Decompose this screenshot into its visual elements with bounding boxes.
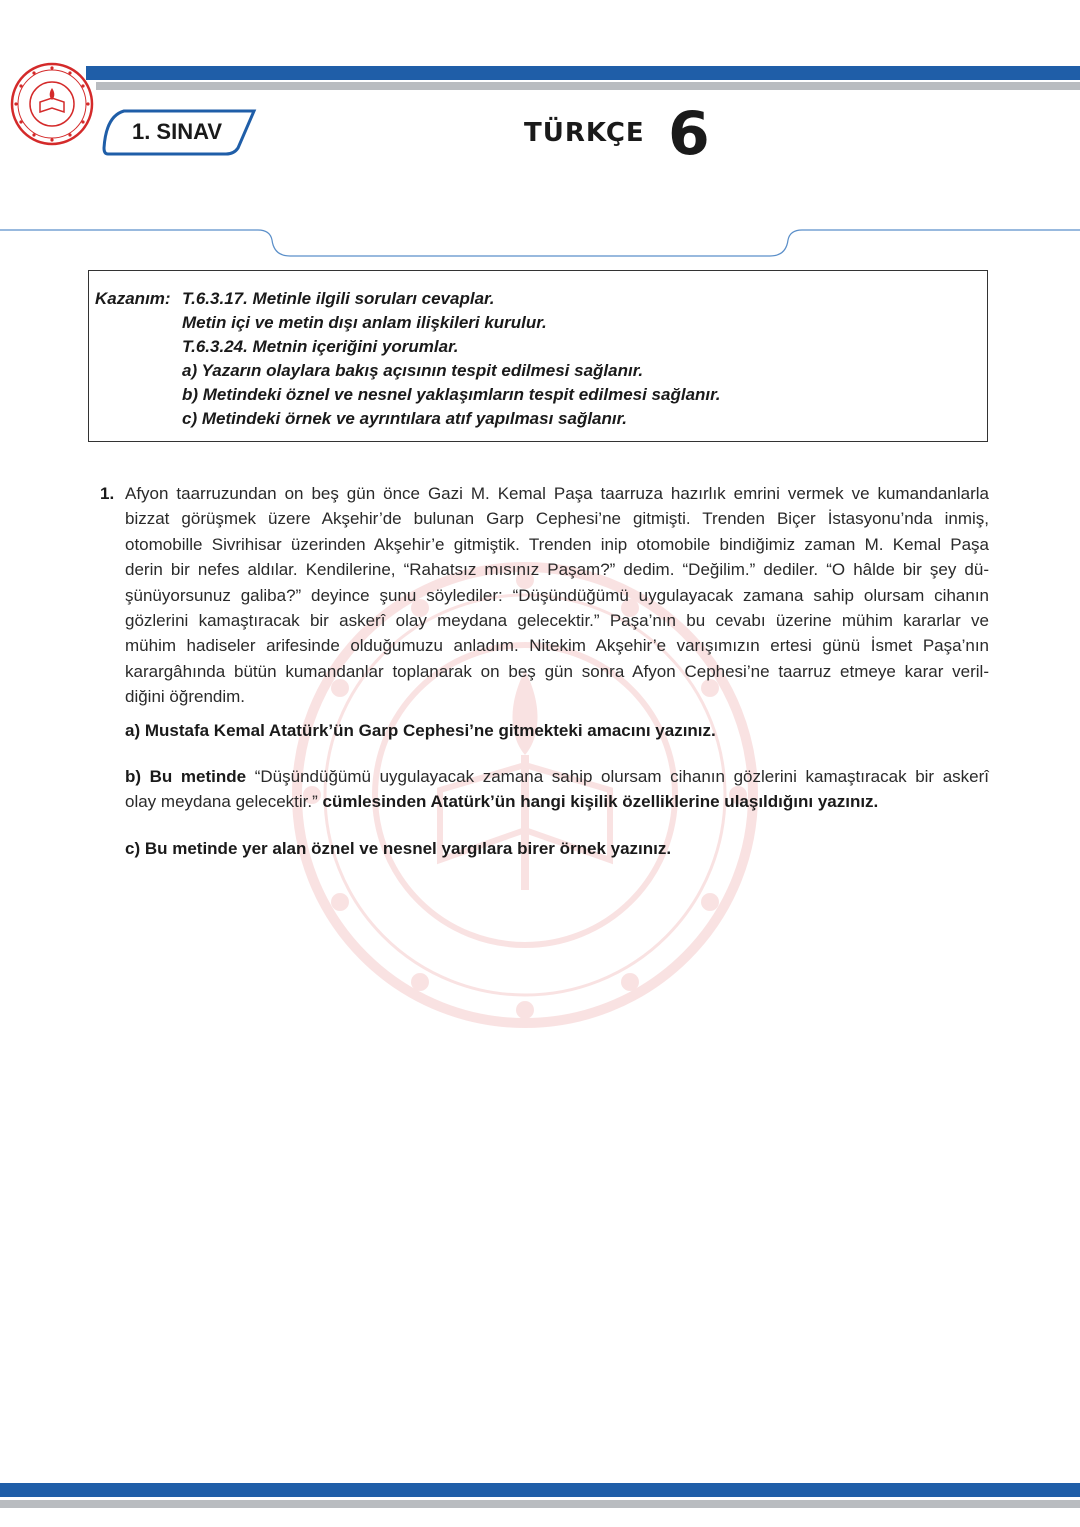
footer-accent-bar <box>0 1483 1080 1497</box>
header-grey-bar <box>96 82 1080 90</box>
header-accent-bar <box>86 66 1080 80</box>
question-number: 1. <box>100 484 115 503</box>
sub-question-b-quote-end: olay meydana gelecektir.” <box>125 792 323 812</box>
sub-question-b-prefix: b) Bu metinde <box>125 767 247 786</box>
question-passage <box>125 481 989 710</box>
passage-line: bizzat görüşmek üzere Akşehir’de bulunan Garp Cephesi’ne gitmişti. Trenden Biçer İstasyonu’nda inmiş, <box>125 509 989 529</box>
footer-grey-bar <box>0 1500 1080 1508</box>
sub-question-a <box>125 718 989 743</box>
passage-line: şünüyorsunuz galiba?” deyince şunu söylediler: “Düşündüğümü uygulayacak zamana sahip olursam cihanın <box>125 585 989 605</box>
subject-title: TÜRKÇE <box>524 118 645 148</box>
grade-number: 6 <box>668 99 710 169</box>
exam-label: 1. SINAV <box>131 119 223 144</box>
kazanim-line: T.6.3.17. Metinle ilgili soruları cevaplar. <box>182 289 495 308</box>
passage-line: diğini öğrendim. <box>125 687 246 707</box>
sub-question-b <box>125 764 989 815</box>
sub-question-c <box>125 836 989 861</box>
kazanim-label: Kazanım: <box>95 289 171 308</box>
sub-question-a-text: a) Mustafa Kemal Atatürk’ün Garp Cephesi’ne gitmekteki amacını yazınız. <box>125 721 716 740</box>
passage-line: derin bir nefes aldılar. Kendilerine, “Rahatsız mısınız Paşam?” dedim. “Değilim.” dediler. “O hâlde bir şey dü- <box>125 560 989 580</box>
passage-line: Afyon taarruzundan on beş gün önce Gazi M. Kemal Paşa taarruza hazırlık emrini vermek ve kumandanlarla <box>125 484 989 503</box>
header-divider <box>0 224 1080 264</box>
kazanim-line: b) Metindeki öznel ve nesnel yaklaşımların tespit edilmesi sağlanır. <box>182 385 721 404</box>
kazanim-line: c) Metindeki örnek ve ayrıntılara atıf yapılması sağlanır. <box>182 409 628 428</box>
sub-question-b-quote: “Düşündüğümü uygulayacak zamana sahip olursam cihanın gözlerini kamaştıracak bir askerî <box>246 767 989 786</box>
passage-line: gözlerini kamaştıracak bir askerî olay meydana gelecektir.” Paşa’nın bu cevabı üzerine mühim kararlar ve <box>125 611 989 631</box>
passage-line: mühim hadiseler arifesinde olduğumuzu anladım. Nitekim Akşehir’e varışımızın ertesi günü İsmet Paşa’nın <box>125 636 989 656</box>
ministry-seal-icon <box>10 62 94 146</box>
learning-outcomes-box <box>88 270 988 442</box>
sub-question-c-text: c) Bu metinde yer alan öznel ve nesnel yargılara birer örnek yazınız. <box>125 839 672 858</box>
sub-question-b-suffix: cümlesinden Atatürk’ün hangi kişilik özelliklerine ulaşıldığını yazınız. <box>322 792 879 812</box>
passage-line: karargâhında bütün kumandanlar toplanarak on beş gün sonra Afyon Cephesi’ne taarruz etmeye karar veril- <box>125 661 989 681</box>
kazanim-line: Metin içi ve metin dışı anlam ilişkileri kurulur. <box>182 313 547 332</box>
kazanim-line: T.6.3.24. Metnin içeriğini yorumlar. <box>182 337 459 356</box>
kazanim-line: a) Yazarın olaylara bakış açısının tespit edilmesi sağlanır. <box>182 361 644 380</box>
passage-line: otomobille Sivrihisar üzerinden Akşehir’e gitmiştik. Trenden inip otomobile bindiğimiz zaman M. Kemal Paşa <box>125 534 989 554</box>
